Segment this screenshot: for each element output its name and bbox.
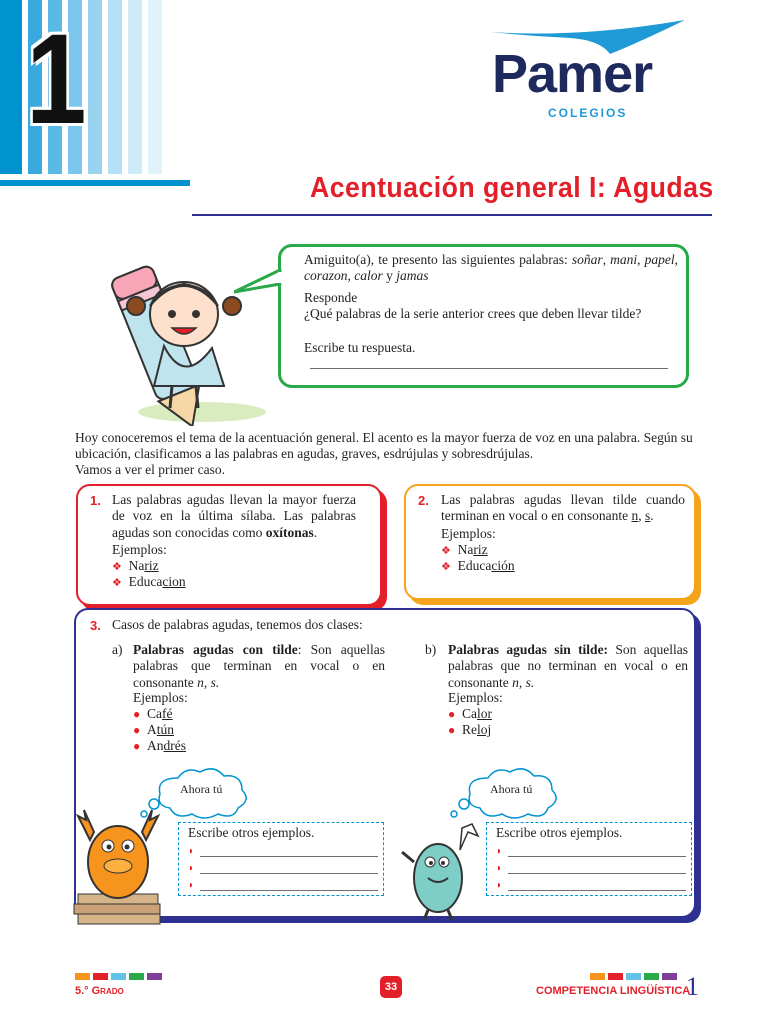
answer-line[interactable] [310,368,668,369]
girl-pencil-illustration [92,236,282,426]
box2-example-1: ❖ Nariz [441,542,488,557]
pamer-logo [490,18,720,128]
bullet-icon: ◗ [496,880,503,891]
exercise-lines-a [188,843,378,891]
dot-bullet-icon: ● [133,707,141,721]
box1-examples-label: Ejemplos: [112,542,167,557]
title-rule [192,214,712,216]
unit-number: 1 [26,8,87,151]
header-stripe [108,0,122,180]
speech-responde: Responde [304,290,358,305]
bullet-icon: ◗ [496,863,503,874]
footer-color-square [129,973,144,980]
box1-example-2: ❖ Educacion [112,574,186,589]
footer-color-square [111,973,126,980]
footer-color-square [93,973,108,980]
dot-bullet-icon: ● [133,739,141,753]
case-a-example: ● Atún [133,722,175,737]
box3-number: 3. [90,618,101,633]
footer-unit: 1 [686,972,699,1001]
footer-color-square [626,973,641,980]
case-a-example: ● Café [133,706,173,721]
case-a-example: ● Andrés [133,738,186,753]
diamond-bullet-icon: ❖ [112,577,122,589]
brand-name: Pamer [492,44,653,104]
header-underline [0,180,190,186]
dot-bullet-icon: ● [133,723,141,737]
case-b-example: ● Calor [448,706,492,721]
footer-color-square [644,973,659,980]
case-b-examples-label: Ejemplos: [448,690,503,705]
box2-number: 2. [418,493,429,508]
header-stripe [148,0,162,180]
exercise-label-a: Escribe otros ejemplos. [188,825,315,840]
footer-color-square [590,973,605,980]
orange-monster-on-books-illustration [72,806,172,930]
answer-line[interactable] [508,877,686,891]
header-stripe [0,0,22,180]
footer-color-square [608,973,623,980]
bullet-icon: ◗ [188,863,195,874]
case-a-text: Palabras agudas con tilde: Son aquellas palabras que terminan en vocal o en consonante n, s. [133,642,385,690]
diamond-bullet-icon: ❖ [112,561,122,573]
page-number: 33 [380,976,402,998]
speech-write-label: Escribe tu respuesta. [304,340,416,355]
intro-paragraph: Hoy conoceremos el tema de la acentuación general. El acento es la mayor fuerza de voz en una palabra. Según su ubicación, clasificamos a las palabras en agudas, graves, esdrújulas y sobresdrújulas. [75,430,693,462]
diamond-bullet-icon: ❖ [441,561,451,573]
exercise-label-b: Escribe otros ejemplos. [496,825,623,840]
box1-number: 1. [90,493,101,508]
case-a-examples-label: Ejemplos: [133,690,188,705]
footer-color-square [75,973,90,980]
case-a-label: a) [112,642,123,657]
bullet-icon: ◗ [188,880,195,891]
speech-question: ¿Qué palabras de la serie anterior crees que deben llevar tilde? [304,306,642,321]
box2-text: Las palabras agudas llevan tilde cuando terminan en vocal o en consonante n, s. [441,492,685,524]
exercise-lines-b [496,843,686,891]
box3-intro: Casos de palabras agudas, tenemos dos clases: [112,617,363,632]
answer-line[interactable] [508,860,686,874]
green-monster-illustration [398,822,488,922]
bullet-icon: ◗ [496,846,503,857]
box2-examples-label: Ejemplos: [441,526,496,541]
case-b-example: ● Reloj [448,722,492,737]
answer-line[interactable] [508,843,686,857]
speech-tail-icon [234,268,284,298]
page-title: Acentuación general I: Agudas [310,172,714,204]
answer-line[interactable] [200,843,378,857]
box1-example-1: ❖ Nariz [112,558,159,573]
dot-bullet-icon: ● [448,723,456,737]
footer-grade: 5.° Grado [75,985,124,997]
answer-line[interactable] [200,877,378,891]
dot-bullet-icon: ● [448,707,456,721]
header-stripe [88,0,102,180]
box2-example-2: ❖ Educación [441,558,515,573]
box1-text: Las palabras agudas llevan la mayor fuerza de voz en la última sílaba. Las palabras agudas son conocidas como oxítonas. [112,492,356,540]
footer-color-square [662,973,677,980]
brand-sub: COLEGIOS [548,106,628,120]
answer-line[interactable] [200,860,378,874]
footer-color-square [147,973,162,980]
intro-next: Vamos a ver el primer caso. [75,462,225,477]
diamond-bullet-icon: ❖ [441,545,451,557]
case-b-label: b) [425,642,437,657]
bullet-icon: ◗ [188,846,195,857]
speech-text: Amiguito(a), te presento las siguientes palabras: soñar, mani, papel, corazon, calor y jamas [304,252,679,284]
footer-subject: COMPETENCIA LINGÜÍSTICA [536,985,691,997]
cloud-label-b: Ahora tú [490,782,533,796]
cloud-label-a: Ahora tú [180,782,223,796]
header-stripe [128,0,142,180]
case-b-text: Palabras agudas sin tilde: Son aquellas palabras que no terminan en vocal o en consonante n, s. [448,642,688,690]
